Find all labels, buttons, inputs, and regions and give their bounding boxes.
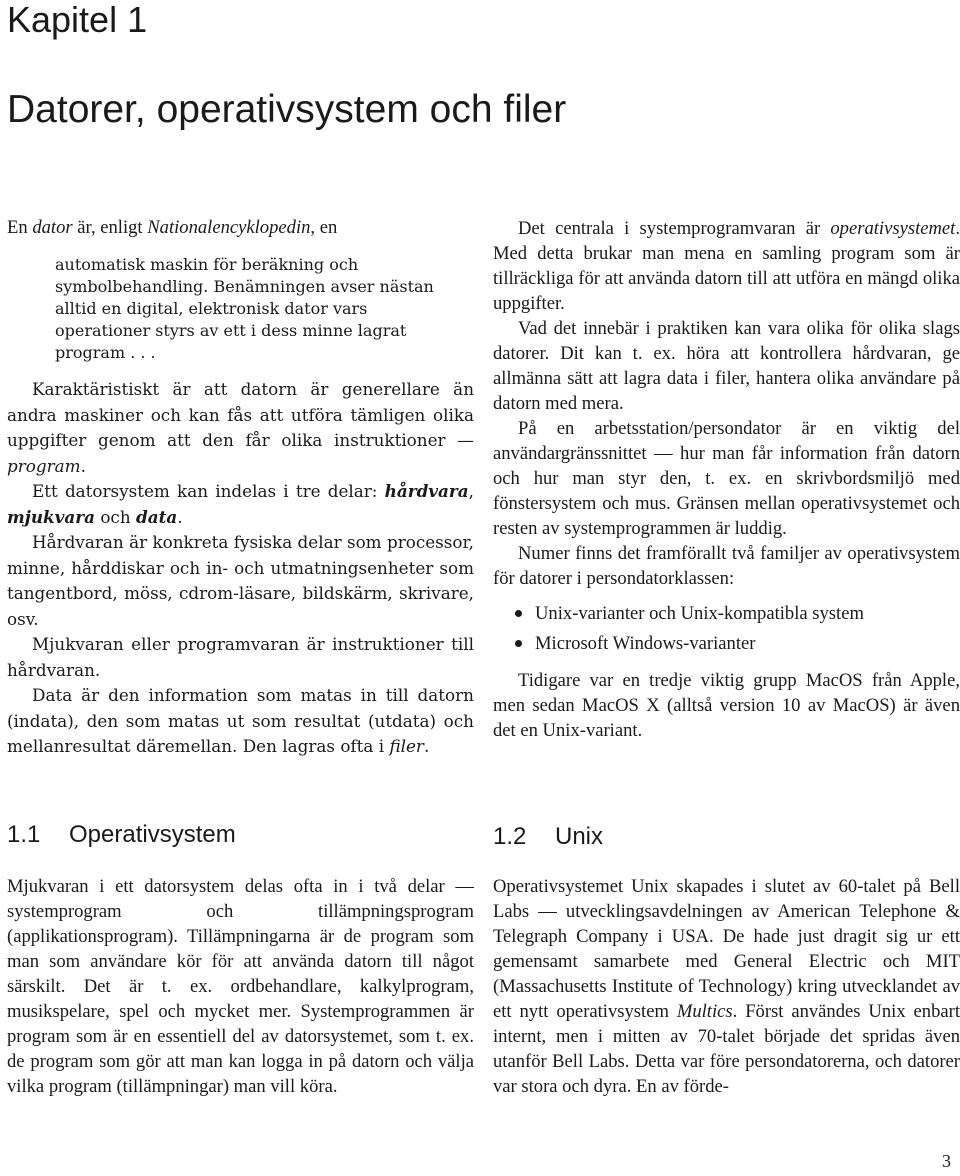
paragraph-general: Karaktäristiskt är att datorn är generellare än andra maskiner och kan fås att utföra tämligen olika uppgifter genom att den får olika instruktioner — program. [7, 379, 474, 476]
paragraph-software: Mjukvaran eller programvaran är instruktioner till hårdvaran. [7, 634, 474, 680]
bullet-icon [515, 640, 522, 647]
section-heading-operativsystem [7, 820, 236, 850]
paragraph-software-types: Mjukvaran i ett datorsystem delas ofta in i två delar — systemprogram och tillämpningsprogram (applikationsprogram). Tillämpningarna är de program som man som användare kör för att använda datorn till något särskilt. Det är t. ex. ordbehandlare, kalkylprogram, musikspelare, spel och mycket mer. Systemprogrammen är program som är en essentiell del av datorsystemet, som t. ex. de program som gör att man kan logga in på datorn och välja vilka program (tillämpningar) man vill köra. [7, 876, 474, 1097]
page-number: 3 [942, 1151, 951, 1171]
paragraph-three-parts: Ett datorsystem kan indelas i tre delar: hårdvara, mjukvara och data. [7, 481, 474, 527]
paragraph-hardware: Hårdvaran är konkreta fysiska delar som processor, minne, hårddiskar och in- och utmatningsenheter som tangentbord, möss, cdrom-läsare, bildskärm, skrivare, osv. [7, 532, 474, 629]
section-title: Operativsystem [69, 821, 236, 848]
section-1-2-body [493, 874, 960, 1099]
encyclopedia-quote: automatisk maskin för beräkning och symbolbehandling. Benämningen avser nästan alltid en digital, elektronisk dator vars operationer styrs av ett i dess minne lagrat program . . . [55, 255, 434, 362]
intro-line: En dator är, enligt Nationalencyklopedin, en [7, 217, 338, 238]
section-number: 1.1 [7, 821, 41, 848]
paragraph-data: Data är den information som matas in till datorn (indata), den som matas ut som resultat (utdata) och mellanresultat däremellan. Den lagras ofta i filer. [7, 685, 474, 756]
paragraph-os-practice: Vad det innebär i praktiken kan vara olika för olika slags datorer. Dit kan t. ex. höra att kontrollera hårdvaran, ge allmänna sätt att lagra data i filer, hantera olika användare på datorn med mera. [493, 318, 960, 414]
paragraph-unix-history: Operativsystemet Unix skapades i slutet av 60-talet på Bell Labs — utvecklingsavdelningen av American Telephone & Telegraph Company i USA. De hade just dragit sig ur ett gemensamt samarbete med General Electric och MIT (Massachusetts Institute of Technology) kring utvecklandet av ett nytt operativsystem Multics. Först användes Unix enbart internt, men i mitten av 70-talet började det spridas även utanför Bell Labs. Detta var före persondatorerna, och datorer var stora och dyra. En av förde- [493, 876, 960, 1097]
paragraph-os: Det centrala i systemprogramvaran är operativsystemet. Med detta brukar man mena en samling program som är tillräckliga för att använda datorn till att utföra en mängd olika uppgifter. [493, 218, 960, 314]
paragraph-os-families: Numer finns det framförallt två familjer av operativsystem för datorer i persondatorklassen: [493, 543, 960, 589]
bullet-icon [515, 610, 522, 617]
section-title: Unix [555, 823, 604, 850]
left-column [7, 215, 474, 760]
list-item: Unix-varianter och Unix-kompatibla system [493, 601, 960, 626]
list-item: Microsoft Windows-varianter [493, 631, 960, 656]
chapter-label: Kapitel 1 [7, 0, 148, 40]
section-heading-unix [493, 822, 603, 852]
chapter-title: Datorer, operativsystem och filer [7, 88, 567, 131]
paragraph-macos: Tidigare var en tredje viktig grupp MacOS från Apple, men sedan MacOS X (alltså version 10 av MacOS) är även det en Unix-variant. [493, 670, 960, 741]
section-1-1-body [7, 874, 474, 1099]
section-number: 1.2 [493, 823, 527, 850]
paragraph-user-interface: På en arbetsstation/persondator är en viktig del användargränssnittet — hur man får information från datorn och hur man styr den, t. ex. en skrivbordsmiljö med fönstersystem och mus. Gränsen mellan operativsystemet och resten av systemprogrammen är luddig. [493, 418, 960, 539]
right-column [493, 216, 960, 743]
os-family-list [493, 601, 960, 656]
